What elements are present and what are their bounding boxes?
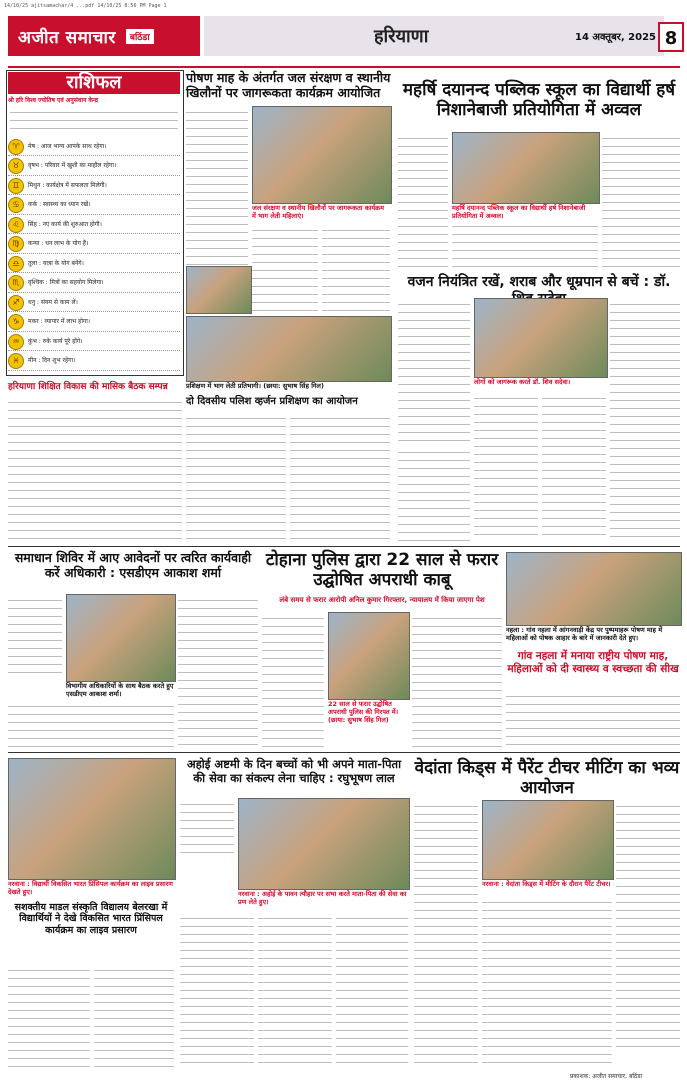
edition-city: बठिंडा <box>126 29 154 44</box>
tohana-caption: 22 साल से फरार उद्घोषित अपराधी पुलिस की गिरफ्त में। (छाया: सुभाष सिंह गिल) <box>328 700 399 725</box>
shivsadeva-body-col2 <box>474 392 538 542</box>
gaonmahal-headline: गांव नहला में मनाया राष्ट्रीय पोषण माह, महिलाओं को दी स्वास्थ्य व स्वच्छता की सीख <box>507 650 679 675</box>
rashifal-row-text: वृश्चिक : मित्रों का सहयोग मिलेगा। <box>28 279 104 287</box>
deepawali-body-col2 <box>290 412 390 542</box>
vedanta-body-col2 <box>482 896 612 1068</box>
rashifal-row-text: मीन : दिन शुभ रहेगा। <box>28 357 76 365</box>
gaonmahal-caption: नहला : गांव नहला में आंगनवाड़ी केंद्र पर पुष्पमाहरू पोषण माह में महिलाओं को पोषक आहार के बारे में जानकारी देते हुए। <box>506 626 663 643</box>
ahoi-body-col2 <box>180 912 254 1068</box>
poshan-body-col1 <box>186 106 248 274</box>
srishti-body-col2 <box>94 964 174 1068</box>
dayanand-photo <box>452 132 600 204</box>
rashifal-intro-text <box>10 106 178 134</box>
zodiac-sign-icon: ♌ <box>8 217 24 233</box>
dayanand-body-col3 <box>602 132 680 268</box>
dayanand-body-col2 <box>452 220 598 268</box>
deepawali-body-col1 <box>186 412 286 542</box>
ahoi-headline: अहोई अष्टमी के दिन बच्चों को भी अपने माता-पिता की सेवा का संकल्प लेना चाहिए : रघुभूषण लाल <box>186 757 402 785</box>
dayanand-body-col1 <box>398 132 448 268</box>
rashifal-row-text: धनु : संयम से काम लें। <box>28 298 78 306</box>
samadhan-headline: समाधान शिविर में आए आवेदनों पर त्वरित कार्यवाही करें अधिकारी : एसडीएम आकाश शर्मा <box>14 550 252 580</box>
srishti-caption: नरवाना : विद्यार्थी विकसित भारत प्रिंसिपल कार्यक्रम का लाइव प्रसारण देखते हुए। <box>8 880 174 897</box>
vedanta-photo <box>482 800 614 880</box>
ahoi-body-col3 <box>258 912 332 1068</box>
vedanta-body-col1 <box>414 800 478 1068</box>
rashifal-title: राशिफल <box>8 72 180 94</box>
rashifal-row <box>8 333 180 351</box>
section-band <box>204 16 664 56</box>
shivsadeva-headline: वजन नियंत्रित रखें, शराब और धूम्रपान से बचें : डॉ. <box>407 274 671 290</box>
gaonmahal-photo <box>506 552 682 626</box>
prize-photo <box>186 266 252 314</box>
srishti-headline: सशक्तीय माडल संस्कृति विद्यालय बेलरखा में विद्यार्थियों ने देखे विकसित भारत प्रिंसिपल कार्यक्रम का लाइव प्रसारण <box>14 902 168 936</box>
srishti-photo <box>8 758 176 880</box>
rashifal-row-text: तुला : यात्रा के योग बनेंगे। <box>28 259 84 267</box>
header-rule <box>8 66 680 68</box>
poshan-caption: जल संरक्षण व स्थानीय खिलौनों पर जागरूकता कार्यक्रम में भाग लेती महिलाएं। <box>252 204 385 221</box>
zodiac-sign-icon: ♋ <box>8 197 24 213</box>
poshan-headline: पोषण माह के अंतर्गत जल संरक्षण व स्थानीय खिलौनों पर जागरूकता कार्यक्रम आयोजित <box>186 70 391 100</box>
tohana-body-col2 <box>412 612 502 748</box>
zodiac-sign-icon: ♓ <box>8 353 24 369</box>
rashifal-row <box>8 314 180 332</box>
deepawali-caption: प्रशिक्षण में भाग लेती प्रतिभागी। (छाया: सुभाष सिंह गिल) <box>186 382 324 390</box>
rashifal-row <box>8 197 180 215</box>
rashifal-row <box>8 216 180 234</box>
zodiac-sign-icon: ♑ <box>8 314 24 330</box>
rashifal-row <box>8 353 180 371</box>
rashifal-row-text: कुंभ : रुके कार्य पूरे होंगे। <box>28 337 83 345</box>
tohana-body-col1 <box>262 612 324 748</box>
samadhan-body-col1 <box>8 594 62 680</box>
vedanta-body-col3 <box>616 800 680 1050</box>
rashifal-row <box>8 138 180 156</box>
section-divider <box>8 546 680 547</box>
zodiac-sign-icon: ♈ <box>8 139 24 155</box>
ahoi-body-col4 <box>336 912 408 1068</box>
deepawali-photo <box>186 316 392 382</box>
rashifal-row <box>8 294 180 312</box>
samadhan-photo <box>66 594 176 682</box>
ahoi-photo <box>238 798 410 890</box>
zodiac-sign-icon: ♒ <box>8 334 24 350</box>
zodiac-sign-icon: ♎ <box>8 256 24 272</box>
ahoi-body-col1 <box>180 798 234 860</box>
tohana-headline: टोहाना पुलिस द्वारा 22 साल से फरार उद्घोषित अपराधी काबू <box>265 550 499 591</box>
tribute-headline: हरियाणा शिक्षित विकास की मासिक बैठक सम्पन्न <box>8 382 168 392</box>
rashifal-row <box>8 158 180 176</box>
rashifal-row-text: वृषभ : परिवार में खुशी का माहौल रहेगा। <box>28 162 117 170</box>
shivsadeva-body-col3 <box>542 392 606 542</box>
ahoi-caption: नरवाना : अहोई के पावन त्यौहार पर सभा करते माता-पिता की सेवा का प्रण लेते हुए। <box>238 890 407 907</box>
tohana-deck: लंबे समय से फरार आरोपी अनिल कुमार गिरफ्तार, न्यायालय में किया जाएगा पेश <box>279 596 485 604</box>
issue-date: 14 अक्तूबर, 2025 <box>574 32 656 43</box>
zodiac-sign-icon: ♍ <box>8 236 24 252</box>
poshan-photo <box>252 106 392 204</box>
page-number: 8 <box>658 22 684 52</box>
samadhan-body-col2 <box>178 594 258 748</box>
tohana-photo <box>328 612 410 700</box>
rashifal-row-text: कन्या : धन लाभ के योग हैं। <box>28 240 89 248</box>
rashifal-row-text: सिंह : नए कार्य की शुरुआत होगी। <box>28 220 102 228</box>
tribute-body <box>8 396 182 542</box>
shivsadeva-photo <box>474 298 608 378</box>
shivsadeva-caption: लोगों को जागरूक करते डॉ. शिव सदेवा। <box>474 378 571 386</box>
rashifal-row <box>8 255 180 273</box>
dayanand-caption: महर्षि दयानन्द पब्लिक स्कूल का विद्यार्थी हर्ष निशानेबाजी प्रतियोगिता में अव्वल। <box>452 204 586 221</box>
dayanand-headline: महर्षि दयानन्द पब्लिक स्कूल का विद्यार्थी हर्ष निशानेबाजी प्रतियोगिता में अव्वल <box>402 80 676 121</box>
gaonmahal-body <box>506 690 680 748</box>
deepawali-headline: दो दिवसीय पलिश व्हर्जन प्रशिक्षण का आयोजन <box>186 396 358 407</box>
masthead <box>8 16 680 64</box>
rashifal-row-text: मिथुन : कार्यक्षेत्र में सफलता मिलेगी। <box>28 181 107 189</box>
samadhan-body-col3 <box>8 700 174 748</box>
zodiac-sign-icon: ♐ <box>8 295 24 311</box>
rashifal-row-text: कर्क : स्वास्थ्य का ध्यान रखें। <box>28 201 91 209</box>
section-divider-2 <box>8 752 680 753</box>
vedanta-caption: नरवाना : वेदांता किड्स में मीटिंग के दौरान पैरेंट टीचर। <box>482 880 611 888</box>
shivsadeva-body-col1 <box>398 298 470 442</box>
print-slug-line: 14/10/25 ajitsamachar/4 ...pdf 14/10/25 8:56 PM Page 1 <box>4 3 167 9</box>
zodiac-sign-icon: ♉ <box>8 158 24 174</box>
srishti-body-col1 <box>8 964 90 1068</box>
newspaper-name: अजीत समाचार <box>18 27 116 48</box>
rashifal-row <box>8 275 180 293</box>
shivsadeva-body-col5 <box>398 446 470 542</box>
zodiac-sign-icon: ♏ <box>8 275 24 291</box>
samadhan-caption: विभागीय अधिकारियों के साथ बैठक करते हुए एसडीएम आकाश शर्मा। <box>66 682 174 699</box>
rashifal-row-text: मकर : व्यापार में लाभ होगा। <box>28 318 91 326</box>
rashifal-row <box>8 177 180 195</box>
rashifal-row-text: मेष : आज भाग्य आपके साथ रहेगा। <box>28 142 107 150</box>
rashifal-subtitle: श्री हरि विश्व ज्योतिष एवं अनुसंधान केन्द्र <box>8 97 99 104</box>
vedanta-headline: वेदांता किड्स में पैरेंट टीचर मीटिंग का भव्य आयोजन <box>414 758 680 799</box>
shivsadeva-body-col4 <box>610 298 680 542</box>
rashifal-row <box>8 236 180 254</box>
zodiac-sign-icon: ♊ <box>8 178 24 194</box>
footer-imprint: प्रकाशक: अजीत समाचार, बठिंडा <box>570 1073 643 1080</box>
section-title: हरियाणा <box>374 26 429 47</box>
brand-banner <box>8 16 200 56</box>
